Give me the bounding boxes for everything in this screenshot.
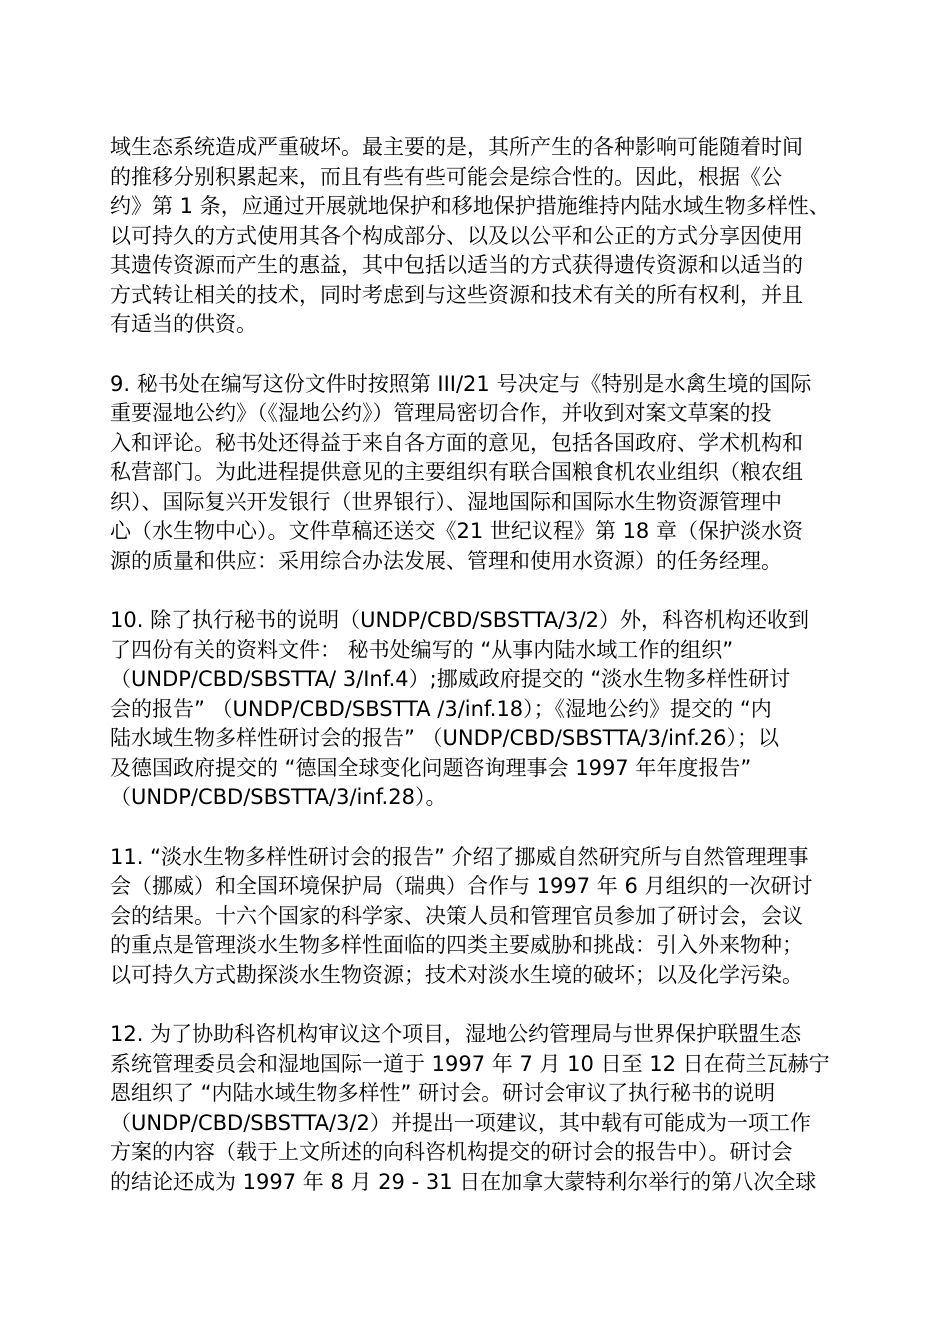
text-line: 系统管理委员会和湿地国际一道于 1997 年 7 月 10 日至 12 日在荷兰瓦赫宁 [110, 1051, 830, 1076]
text-line: 陆水域生物多样性研讨会的报告” （UNDP/CBD/SBSTTA/3/inf.26）；以 [110, 726, 779, 750]
text-line: 的推移分别积累起来，而且有些有些可能会是综合性的。因此，根据《公 [110, 164, 782, 189]
text-line: 织）、国际复兴开发银行（世界银行）、湿地国际和国际水生物资源管理中 [110, 489, 782, 514]
text-line: 会（挪威）和全国环境保护局（瑞典）合作与 1997 年 6 月组织的一次研讨 [110, 874, 813, 898]
text-line: 有适当的供资。 [110, 312, 257, 336]
text-line: 以可持久方式勘探淡水生物资源；技术对淡水生境的破坏；以及化学污染。 [110, 962, 803, 987]
text-line: 了四份有关的资料文件： 秘书处编写的 “从事内陆水域工作的组织” [110, 637, 734, 662]
text-line: 的重点是管理淡水生物多样性面临的四类主要威胁和挑战：引入外来物种； [110, 933, 803, 957]
text-line: 会的结果。十六个国家的科学家、决策人员和管理官员参加了研讨会，会议 [110, 903, 803, 928]
text-line: 9. 秘书处在编写这份文件时按照第 III/21 号决定与《特别是水禽生境的国际 [110, 371, 812, 396]
text-line: （UNDP/CBD/SBSTTA/ 3/Inf.4）;挪威政府提交的 “淡水生物多样性研讨 [110, 667, 791, 691]
text-line: 方式转让相关的技术，同时考虑到与这些资源和技术有关的所有权利，并且 [110, 282, 803, 307]
text-line: 10. 除了执行秘书的说明（UNDP/CBD/SBSTTA/3/2）外，科咨机构还收到 [110, 608, 809, 632]
text-line: 及德国政府提交的 “德国全球变化问题咨询理事会 1997 年年度报告” [110, 755, 752, 780]
paragraph-10 [110, 606, 865, 813]
text-line: 12. 为了协助科咨机构审议这个项目，湿地公约管理局与世界保护联盟生态 [110, 1022, 802, 1046]
text-line: 的结论还成为 1997 年 8 月 29 - 31 日在加拿大蒙特利尔举行的第八次全球 [110, 1169, 817, 1194]
text-line: 以可持久的方式使用其各个构成部分、以及以公平和公正的方式分享因使用 [110, 223, 803, 248]
text-line: （UNDP/CBD/SBSTTA/3/2）并提出一项建议，其中载有可能成为一项工作 [110, 1110, 811, 1135]
paragraph-12 [110, 1020, 865, 1197]
text-line: 其遗传资源而产生的惠益，其中包括以适当的方式获得遗传资源和以适当的 [110, 253, 803, 277]
document-page [110, 133, 865, 1227]
text-line: 源的质量和供应：采用综合办法发展、管理和使用水资源）的任务经理。 [110, 548, 782, 573]
text-line: 心（水生物中心）。文件草稿还送交《21 世纪议程》第 18 章（保护淡水资 [110, 519, 803, 543]
text-line: 会的报告” （UNDP/CBD/SBSTTA /3/inf.18）；《湿地公约》提交的 “内 [110, 696, 772, 721]
paragraph-11 [110, 843, 865, 991]
text-line: 重要湿地公约》（《湿地公约》）管理局密切合作，并收到对案文草案的投 [110, 401, 772, 425]
text-line: 私营部门。为此进程提供意见的主要组织有联合国粮食机农业组织（粮农组 [110, 460, 803, 484]
text-line: 入和评论。秘书处还得益于来自各方面的意见，包括各国政府、学术机构和 [110, 430, 803, 455]
text-line: 域生态系统造成严重破坏。最主要的是，其所产生的各种影响可能随着时间 [110, 135, 803, 159]
text-line: 11. “淡水生物多样性研讨会的报告” 介绍了挪威自然研究所与自然管理理事 [110, 844, 809, 869]
text-line: 约》第 1 条，应通过开展就地保护和移地保护措施维持内陆水域生物多样性、 [110, 194, 830, 218]
paragraph-9 [110, 370, 865, 577]
text-line: （UNDP/CBD/SBSTTA/3/inf.28）。 [110, 785, 447, 809]
paragraph-continuation [110, 133, 865, 340]
text-line: 方案的内容（载于上文所述的向科咨机构提交的研讨会的报告中）。研讨会 [110, 1140, 793, 1164]
text-line: 恩组织了 “内陆水域生物多样性” 研讨会。研讨会审议了执行秘书的说明 [110, 1081, 776, 1105]
